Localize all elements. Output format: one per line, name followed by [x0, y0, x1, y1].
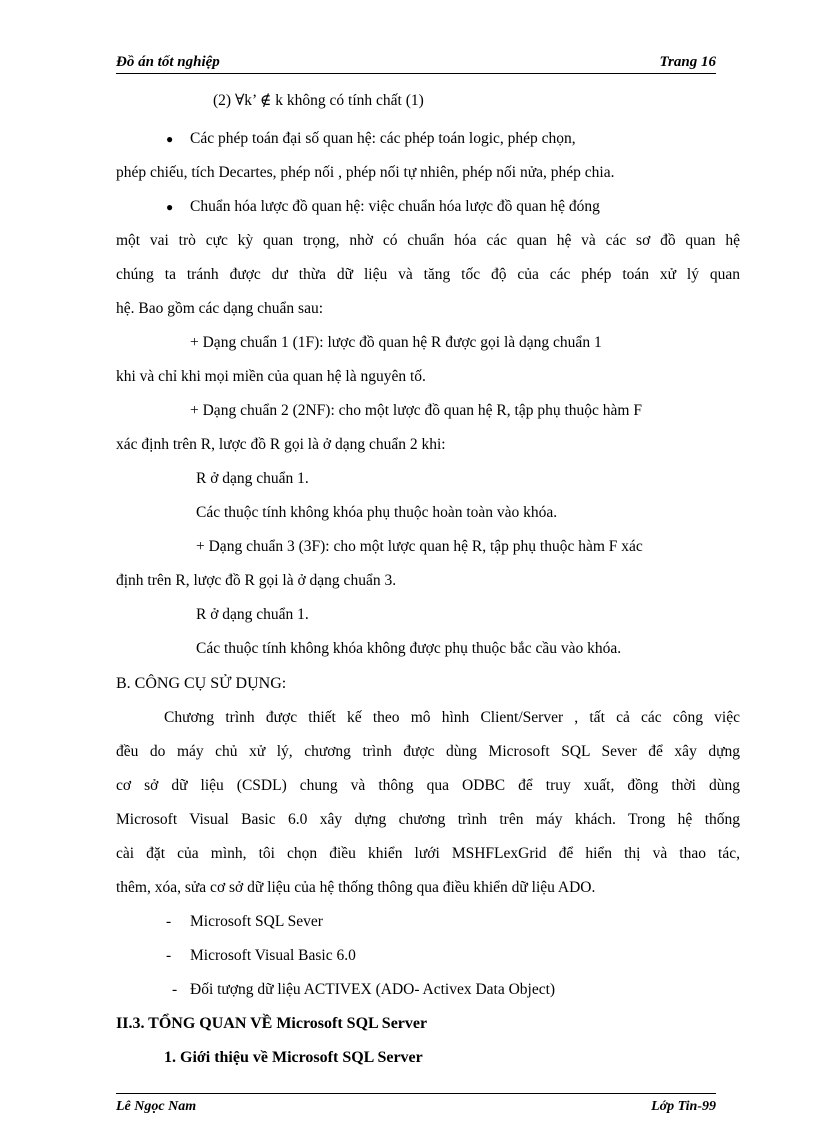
- page-footer-left: Lê Ngọc Nam: [116, 1099, 197, 1114]
- subsection-heading-1: 1. Giới thiệu về Microsoft SQL Server: [164, 1049, 423, 1066]
- page-footer-right: Lớp Tin-99: [651, 1099, 716, 1114]
- section-heading-b: B. CÔNG CỤ SỬ DỤNG:: [116, 675, 287, 692]
- list-dash: -: [172, 981, 178, 998]
- bullet-icon: ●: [166, 132, 174, 146]
- bullet-icon: ●: [166, 200, 174, 214]
- paragraph-line-4: Microsoft Visual Basic 6.0 xây dựng chương trình trên máy khách. Trong hệ thống: [116, 811, 740, 828]
- normal-form-2-cond-2: Các thuộc tính không khóa phụ thuộc hoàn toàn vào khóa.: [196, 504, 558, 521]
- paragraph-line-3: cơ sở dữ liệu (CSDL) chung và thông qua ODBC để truy xuất, đồng thời dùng: [116, 777, 740, 794]
- page-header-left: Đồ án tốt nghiệp: [116, 54, 220, 70]
- normal-form-3-continuation: định trên R, lược đồ R gọi là ở dạng chuẩn 3.: [116, 572, 397, 589]
- bullet-2-line-2: một vai trò cực kỳ quan trọng, nhờ có chuẩn hóa các quan hệ và các sơ đồ quan hệ: [116, 232, 740, 249]
- bullet-1-continuation: phép chiếu, tích Decartes, phép nối , phép nối tự nhiên, phép nối nửa, phép chia.: [116, 164, 615, 181]
- bullet-1-text: Các phép toán đại số quan hệ: các phép toán logic, phép chọn,: [190, 130, 576, 147]
- tool-list-item: Microsoft SQL Sever: [190, 913, 323, 930]
- footer-rule: [116, 1093, 716, 1094]
- list-dash: -: [166, 947, 172, 964]
- normal-form-3-cond-2: Các thuộc tính không khóa không được phụ thuộc bắc cầu vào khóa.: [196, 640, 622, 657]
- paragraph-line-6: thêm, xóa, sửa cơ sở dữ liệu của hệ thống thông qua điều khiển dữ liệu ADO.: [116, 879, 596, 896]
- condition-line: (2) ∀k’ ∉ k không có tính chất (1): [213, 92, 424, 109]
- paragraph-line-5: cài đặt của mình, tôi chọn điều khiển lưới MSHFLexGrid để hiển thị và thao tác,: [116, 845, 740, 862]
- normal-form-2-continuation: xác định trên R, lược đồ R gọi là ở dạng chuẩn 2 khi:: [116, 436, 446, 453]
- paragraph-line-2: đều do máy chủ xử lý, chương trình được dùng Microsoft SQL Sever để xây dựng: [116, 743, 740, 760]
- list-dash: -: [166, 913, 172, 930]
- normal-form-3: + Dạng chuẩn 3 (3F): cho một lược quan hệ R, tập phụ thuộc hàm F xác: [196, 538, 643, 555]
- bullet-2-line-4: hệ. Bao gồm các dạng chuẩn sau:: [116, 300, 324, 317]
- bullet-2-line-3: chúng ta tránh được dư thừa dữ liệu và tăng tốc độ của các phép toán xử lý quan: [116, 266, 740, 283]
- paragraph-line-1: Chương trình được thiết kế theo mô hình Client/Server , tất cả các công việc: [164, 709, 740, 726]
- bullet-2-text: Chuẩn hóa lược đồ quan hệ: việc chuẩn hóa lược đồ quan hệ đóng: [190, 198, 600, 215]
- normal-form-1-continuation: khi và chỉ khi mọi miền của quan hệ là nguyên tố.: [116, 368, 426, 385]
- normal-form-2: + Dạng chuẩn 2 (2NF): cho một lược đồ quan hệ R, tập phụ thuộc hàm F: [190, 402, 642, 419]
- page-header-right: Trang 16: [659, 54, 716, 70]
- normal-form-1: + Dạng chuẩn 1 (1F): lược đồ quan hệ R được gọi là dạng chuẩn 1: [190, 334, 602, 351]
- tool-list-item: Microsoft Visual Basic 6.0: [190, 947, 356, 964]
- normal-form-2-cond-1: R ở dạng chuẩn 1.: [196, 470, 309, 487]
- normal-form-3-cond-1: R ở dạng chuẩn 1.: [196, 606, 309, 623]
- section-heading-ii3: II.3. TỔNG QUAN VỀ Microsoft SQL Server: [116, 1015, 428, 1032]
- tool-list-item: Đối tượng dữ liệu ACTIVEX (ADO- Activex Data Object): [190, 981, 556, 998]
- header-rule: [116, 73, 716, 74]
